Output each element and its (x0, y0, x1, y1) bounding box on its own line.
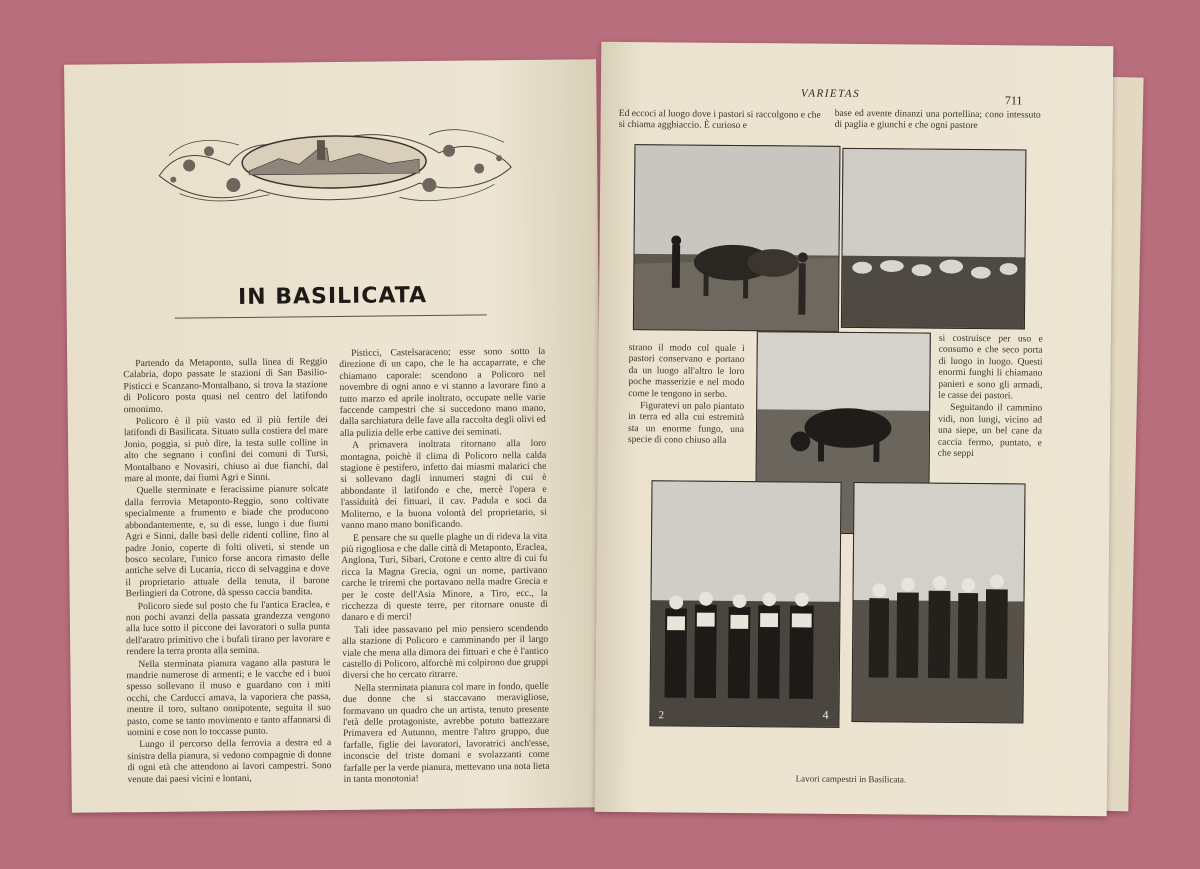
paragraph: Policoro è il più vasto ed il più fertile dei latifondi di Basilicata. Situato sulla costiera del mare Jonio, poggia, si può dire, la testa sulle colline in alto che segnano i confini dei comuni di Tursi, Montalbano e Novasiri, chiuso ai due fianchi, dal mare al monte, dai fiumi Agri e Sinni. (123, 414, 329, 485)
photo-oxen-ploughing (633, 144, 841, 332)
article-title: IN BASILICATA (237, 283, 428, 310)
photo-cattle-herd (841, 148, 1027, 330)
paragraph: Pisticci, Castelsaraceno; esse sono sotto la direzione di un capo, che le ha accaparrate, e che chiamano caporale: scendono a Policoro nel novembre di ogni anno e vi stanno a lavorare fino a tutto marzo ed aprile inoltrato, occupate nelle varie faccende campestri che si succedono mano mano, dalla sarchiatura delle fave alla raccolta degli olivi ed alla pulizia delle erbe cattive dei seminati. (339, 345, 546, 439)
paragraph: Seguitando il cammino vidi, non lungi, vicino ad una siepe, un bel cane da caccia fermo, puntato, e che seppi (937, 402, 1043, 460)
paragraph: E pensare che su quelle plaghe un dì rideva la vita più rigogliosa e che dalle città di Metaponto, Eraclea, Anglona, Turi, Sibari, Crotone e cento altre di cui fu ricca la Magna Grecia, ogni un nome, partivano carche le triremi che portavano nella madre Grecia e per le coste dell'Asia Minore, a Tiro, ecc., la ricchezza di queste terre, per ritornare onuste di danaro e di merci! (341, 530, 548, 624)
right-middle-text-right (938, 333, 1043, 461)
paragraph: Figuratevi un palo piantato in terra ed alla cui estremità sta un enorme fungo, una specie di cono chiuso alla (627, 400, 745, 447)
paragraph: strano il modo col quale i pastori conservano e portano da un luogo all'altro le loro poche masserizie e nel modo come le tengono in serbo. (628, 342, 745, 400)
landscape-vignette-ornament (149, 112, 520, 212)
running-head: VARIETAS (800, 87, 861, 101)
photo-number: 2 (658, 709, 665, 722)
right-top-text-left: Ed eccoci al luogo dove i pastori si raccolgono e che si chiama agghiaccio. È curioso e (618, 107, 821, 132)
right-top-text-right: base ed avente dinanzi una portellina; cono intessuto di paglia e giunchi e che ogni pastore (834, 107, 1041, 132)
paragraph: Nella sterminata pianura vagano alla pastura le mandrie numerose di armenti; e le vacche ed i buoi spesso sollevano il muso e guardano con i miti occhi, che Carducci amava, la vaporiera che passa, mentre il toro, sultano onnipotente, seguita il suo pasto, come se tanto movimento e tanto affannarsi di uomini e cose non lo toccasse punto. (126, 656, 332, 739)
left-column-1 (123, 356, 331, 786)
right-page (595, 42, 1114, 816)
paragraph: Lungo il percorso della ferrovia a destra ed a sinistra della pianura, si vedono compagnie di donne di ogni età che attendono ai lavori campestri. Sono venute dai paesi vicini e lontani, (127, 737, 332, 785)
paragraph: si costruisce per uso e consumo e che seco porta di luogo in luogo. Questi enormi funghi li chiamano panieri e sono gli armadi, le casse dei pastori. (938, 332, 1043, 402)
right-middle-text-left (628, 342, 745, 448)
paragraph: A primavera inoltrata ritornano alla loro montagna, poichè il clima di Policoro nella calda stagione è pestifero, infetto dai miasmi malarici che si sollevano dagli innumeri stagni di cui è abbondante il latifondo e che, mercè l'opera e l'assiduità dei fittuari, il cav. Padula e soci da Moliterno, e la buona volontà del proprietario, si vanno mano mano bonificando. (340, 438, 547, 532)
page-number: 711 (1004, 93, 1023, 108)
paragraph: Partendo da Metaponto, sulla linea di Reggio Calabria, dopo passate le stazioni di San Basilio-Pisticci e Scanzano-Montalbano, si trova la stazione di Policoro posta quasi nel centro del latifondo omonimo. (123, 356, 328, 415)
left-page (64, 59, 604, 813)
paragraph: Quelle sterminate e feracissime pianure solcate dalla ferrovia Metaponto-Reggio, sono coltivate specialmente a frumento e biade che producono abbondantemente, e, su di esse, lungo i due fiumi Agri e Sinni, dalle basi delle ridenti colline, fino al padre Jonio, coperte di folti oliveti, si stende un bosco secolare, l'unico forse ancora rimasto delle antiche selve di Lucania, ricco di selvaggina e dove il proprietario attuale della tenuta, il barone Berlingieri da Cotrone, dà spesso caccia bandita. (124, 483, 330, 600)
title-rule (175, 314, 487, 318)
paragraph: Policoro siede sul posto che fu l'antica Eraclea, e non pochi avanzi della passata grandezza vengono alla luce sotto il piccone dei lavoratori o sulla punta dell'aratro primitivo che i bufali tirano per lavorare e rendere la terra pronta alla semina. (125, 598, 331, 658)
left-column-2 (339, 346, 550, 787)
photo-caption: Lavori campestri in Basilicata. (795, 773, 907, 785)
photo-women-workers-group (649, 480, 841, 728)
paragraph: Nella sterminata pianura col mare in fondo, quelle due donne che si staccavano meravigliose, formavano un quadro che un artista, tenuto presente l'età delle protagoniste, avrebbe potuto battezzare Primavera ed Autunno, mentre l'altro gruppo, due farfalle, figlie dei lavoratori, lavoratrici anch'esse, inconscie del triste domani e svolazzanti come farfalle per la verde pianura, mettevano una nota lieta in tanta monotonia! (342, 680, 550, 785)
photo-number: 4 (822, 707, 829, 722)
paragraph: Tali idee passavano pel mio pensiero scendendo alla stazione di Policoro e camminando per il largo viale che mena alla dimora dei fittuari e che è l'antico castello di Policoro, alforchè mi colpirono due gruppi diversi che ho cercato ritrarre. (342, 622, 549, 682)
photo-young-women-workers (851, 482, 1025, 723)
